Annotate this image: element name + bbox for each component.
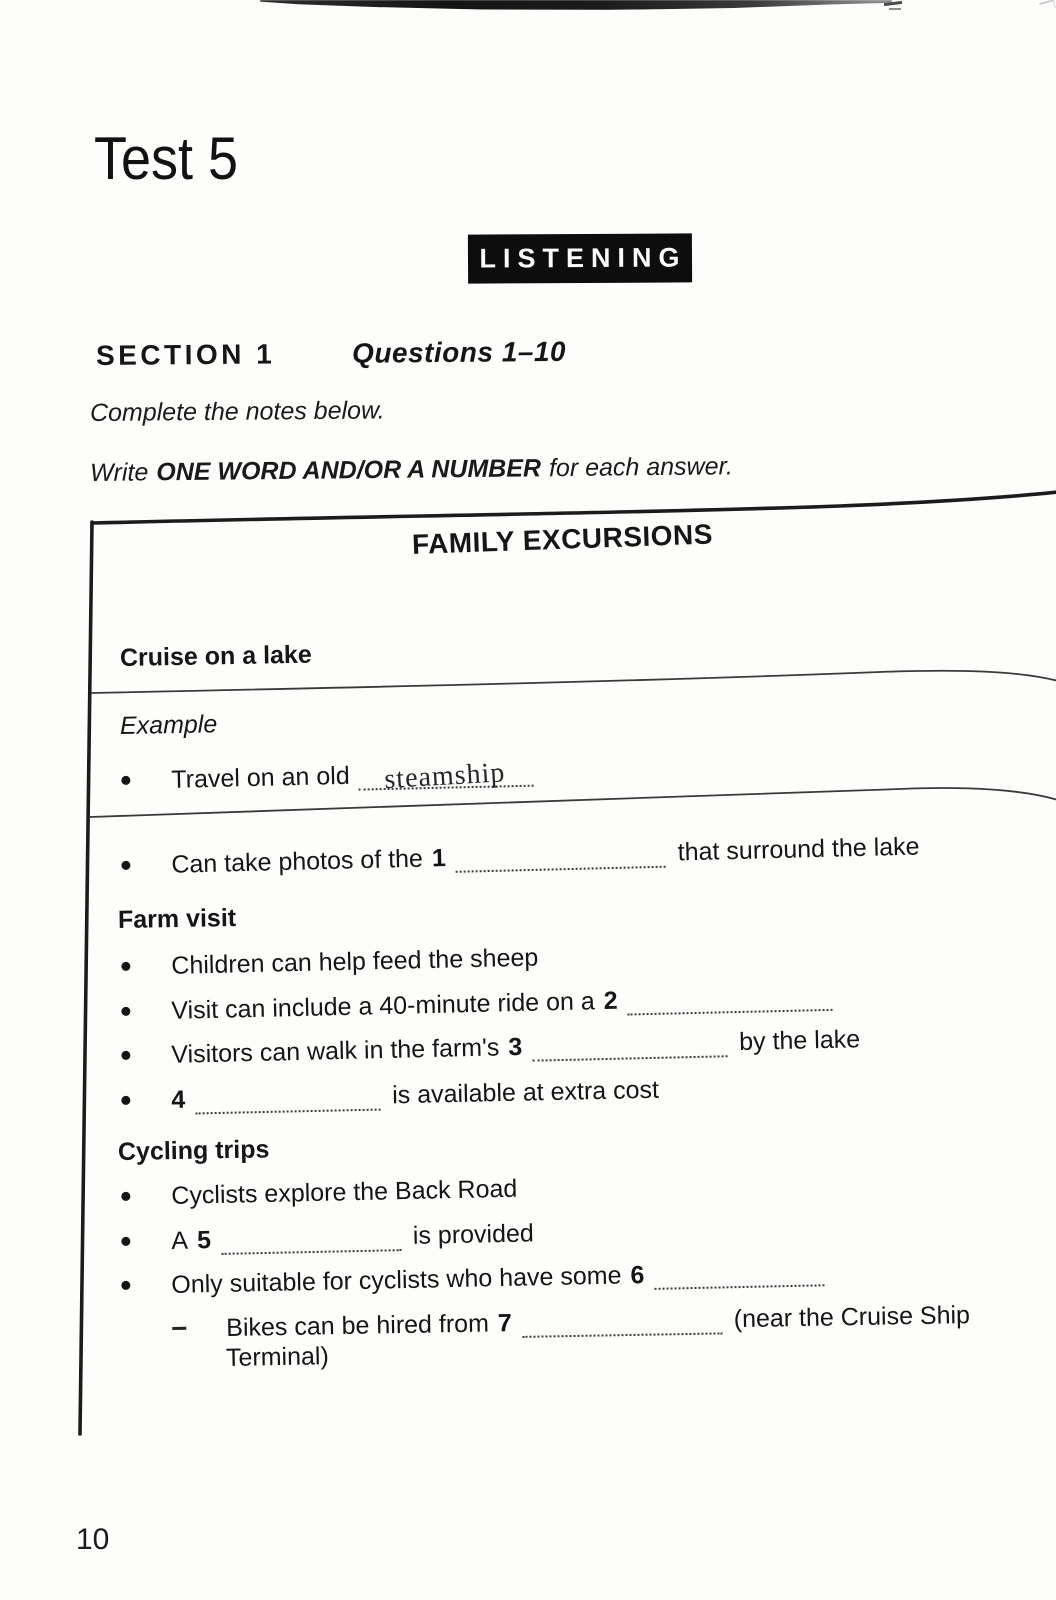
instruction-complete-notes: Complete the notes below. bbox=[89, 396, 385, 427]
bullet-dot bbox=[121, 1051, 130, 1060]
answer-blank-1 bbox=[455, 836, 666, 873]
q1-suffix: that surround the lake bbox=[677, 832, 920, 867]
test-title: Test 5 bbox=[94, 125, 239, 192]
questions-range: Questions 1–10 bbox=[351, 335, 567, 369]
answer-blank-3 bbox=[532, 1025, 728, 1061]
cruise-heading: Cruise on a lake bbox=[119, 640, 312, 672]
q7-text: Bikes can be hired from bbox=[226, 1309, 490, 1343]
q7-number: 7 bbox=[497, 1309, 513, 1338]
bullet-dot bbox=[121, 1096, 130, 1105]
q5-text: A bbox=[171, 1226, 189, 1255]
answer-blank-4 bbox=[195, 1079, 381, 1115]
example-answer-handwritten: steamship bbox=[383, 757, 507, 796]
answer-blank-5 bbox=[221, 1219, 402, 1255]
bullet-dot bbox=[121, 1192, 130, 1201]
cycling-item-text: Cyclists explore the Back Road bbox=[171, 1174, 518, 1210]
listening-badge: LISTENING bbox=[468, 233, 692, 283]
q4-suffix: is available at extra cost bbox=[391, 1075, 660, 1110]
notes-box-top-border bbox=[92, 492, 1056, 523]
bullet-dot bbox=[121, 1237, 130, 1246]
q3-suffix: by the lake bbox=[738, 1025, 861, 1056]
q1-text: Can take photos of the bbox=[171, 844, 424, 879]
q2-number: 2 bbox=[603, 986, 618, 1016]
q4-number: 4 bbox=[171, 1085, 186, 1114]
example-item-text: Travel on an old bbox=[171, 761, 351, 794]
sub-item-dash bbox=[172, 1327, 186, 1330]
page-number: 10 bbox=[76, 1523, 110, 1556]
farm-heading: Farm visit bbox=[117, 903, 237, 934]
bullet-dot bbox=[121, 1281, 130, 1290]
q5-suffix: is provided bbox=[412, 1219, 535, 1250]
example-divider-top bbox=[91, 671, 1056, 693]
instruction-write-prefix: Write bbox=[89, 458, 149, 487]
section-label: SECTION 1 bbox=[95, 338, 276, 371]
answer-blank-7 bbox=[521, 1302, 722, 1337]
farm-item-text: Children can help feed the sheep bbox=[171, 943, 539, 980]
example-answer-blank bbox=[358, 755, 534, 796]
bullet-dot bbox=[121, 962, 130, 971]
cycling-heading: Cycling trips bbox=[117, 1135, 270, 1166]
bullet-dot bbox=[121, 1007, 130, 1016]
notes-box-left-border bbox=[80, 522, 92, 1434]
bullet-dot bbox=[121, 776, 130, 785]
q7-suffix-line2: Terminal) bbox=[225, 1342, 330, 1372]
q3-number: 3 bbox=[508, 1032, 523, 1062]
q1-number: 1 bbox=[431, 844, 447, 873]
notes-box-title: FAMILY EXCURSIONS bbox=[411, 518, 714, 560]
example-label: Example bbox=[119, 710, 218, 740]
q7-suffix: (near the Cruise Ship bbox=[733, 1301, 971, 1334]
answer-blank-6 bbox=[654, 1254, 825, 1290]
instruction-write-suffix: for each answer. bbox=[548, 452, 734, 483]
instruction-write-bold: ONE WORD AND/OR A NUMBER bbox=[156, 454, 542, 487]
answer-blank-2 bbox=[627, 979, 833, 1016]
q3-text: Visitors can walk in the farm's bbox=[171, 1033, 500, 1069]
q6-text: Only suitable for cyclists who have some bbox=[171, 1261, 622, 1299]
q5-number: 5 bbox=[196, 1226, 212, 1255]
q2-text: Visit can include a 40-minute ride on a bbox=[171, 987, 595, 1025]
bullet-dot bbox=[121, 861, 130, 870]
q6-number: 6 bbox=[630, 1261, 645, 1290]
